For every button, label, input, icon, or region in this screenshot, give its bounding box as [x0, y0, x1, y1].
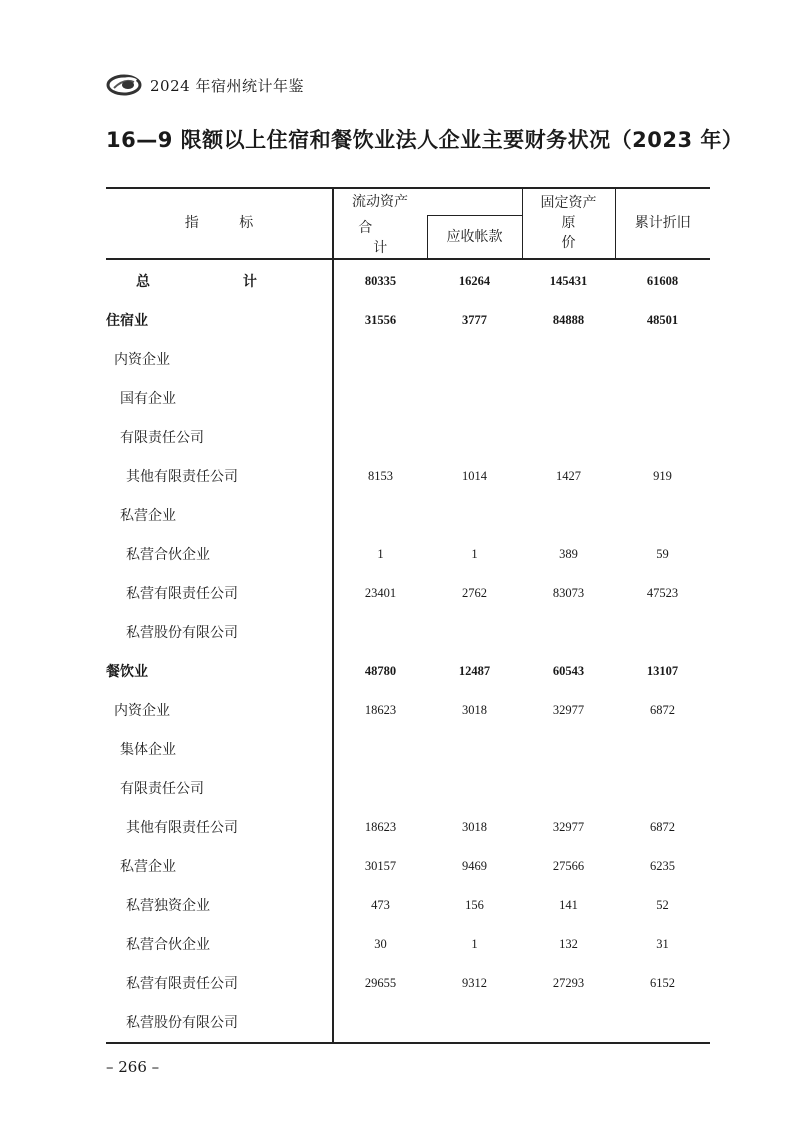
cell-receivables: 9469 — [462, 858, 487, 873]
cell-receivables — [427, 496, 522, 535]
cell-current-assets — [333, 730, 427, 769]
cell-fixed-assets: 83073 — [552, 585, 585, 600]
table-row — [106, 769, 710, 808]
table-row — [106, 496, 710, 535]
cell-current-assets: 8153 — [333, 457, 427, 496]
cell-current-assets: 31556 — [333, 301, 427, 340]
cell-fixed-assets: 32977 — [552, 702, 585, 717]
header-fixed-assets: 固定资产 原 价 — [522, 188, 615, 259]
cell-receivables: 3018 — [462, 702, 487, 717]
table-row — [106, 613, 710, 652]
cell-depreciation: 6872 — [650, 819, 675, 834]
cell-fixed-assets: 27293 — [552, 975, 585, 990]
page-number: – 266 – — [106, 1058, 160, 1076]
row-label: 私营企业 — [120, 508, 176, 524]
table-row — [106, 1003, 710, 1043]
cell-receivables: 3018 — [462, 819, 487, 834]
cell-depreciation: 919 — [653, 468, 672, 483]
cell-receivables: 12487 — [458, 663, 491, 678]
table-row — [106, 259, 710, 301]
cell-receivables: 16264 — [458, 273, 491, 288]
financial-table — [106, 187, 710, 1044]
table-row — [106, 340, 710, 379]
table-row — [106, 925, 710, 964]
cell-receivables: 1014 — [462, 468, 487, 483]
header-current-assets-line2: 合 计 — [333, 216, 427, 259]
cell-receivables: 2762 — [462, 585, 487, 600]
cell-depreciation — [615, 1003, 710, 1043]
cell-fixed-assets — [522, 613, 615, 652]
cell-fixed-assets: 389 — [559, 546, 578, 561]
cell-receivables: 1 — [471, 936, 478, 951]
table-row — [106, 418, 710, 457]
cell-current-assets: 30157 — [333, 847, 427, 886]
cell-depreciation: 6152 — [650, 975, 675, 990]
cell-depreciation: 6235 — [650, 858, 675, 873]
cell-current-assets — [333, 769, 427, 808]
cell-depreciation — [615, 379, 710, 418]
cell-receivables — [427, 418, 522, 457]
cell-depreciation — [615, 769, 710, 808]
row-label: 国有企业 — [120, 391, 176, 407]
cell-receivables: 1 — [471, 546, 478, 561]
cell-current-assets: 473 — [333, 886, 427, 925]
cell-current-assets: 18623 — [333, 808, 427, 847]
cell-current-assets — [333, 613, 427, 652]
running-title: 2024 年宿州统计年鉴 — [150, 76, 304, 95]
row-label: 集体企业 — [120, 742, 176, 758]
cell-fixed-assets — [522, 340, 615, 379]
cell-depreciation — [615, 613, 710, 652]
cell-receivables — [427, 1003, 522, 1043]
cell-depreciation — [615, 730, 710, 769]
row-label: 其他有限责任公司 — [126, 469, 238, 485]
row-label: 有限责任公司 — [120, 781, 204, 797]
cell-depreciation: 61608 — [646, 273, 679, 288]
table-row — [106, 379, 710, 418]
cell-receivables: 9312 — [462, 975, 487, 990]
cell-current-assets: 30 — [333, 925, 427, 964]
cell-fixed-assets: 1427 — [556, 468, 581, 483]
row-label: 私营企业 — [120, 859, 176, 875]
row-label: 内资企业 — [114, 352, 170, 368]
cell-depreciation — [615, 418, 710, 457]
table-row — [106, 535, 710, 574]
cell-depreciation: 52 — [656, 897, 669, 912]
row-label: 内资企业 — [114, 703, 170, 719]
cell-fixed-assets: 84888 — [552, 312, 585, 327]
table-row — [106, 691, 710, 730]
header-indicator: 指 标 — [184, 215, 272, 232]
cell-fixed-assets: 32977 — [552, 819, 585, 834]
cell-current-assets — [333, 379, 427, 418]
cell-current-assets — [333, 418, 427, 457]
cell-receivables — [427, 379, 522, 418]
cell-current-assets: 18623 — [333, 691, 427, 730]
table-row — [106, 652, 710, 691]
yearbook-logo-icon — [106, 73, 142, 97]
table-row — [106, 964, 710, 1003]
row-label: 私营有限责任公司 — [126, 586, 238, 602]
cell-fixed-assets — [522, 730, 615, 769]
cell-fixed-assets — [522, 769, 615, 808]
header-current-assets-line1: 流动资产 — [333, 188, 522, 216]
cell-depreciation — [615, 340, 710, 379]
table-row — [106, 457, 710, 496]
cell-fixed-assets: 27566 — [552, 858, 585, 873]
table-row — [106, 301, 710, 340]
cell-depreciation: 59 — [656, 546, 669, 561]
cell-depreciation: 6872 — [650, 702, 675, 717]
cell-fixed-assets — [522, 496, 615, 535]
cell-fixed-assets: 60543 — [552, 663, 585, 678]
cell-fixed-assets — [522, 418, 615, 457]
cell-current-assets: 29655 — [333, 964, 427, 1003]
cell-fixed-assets: 145431 — [549, 273, 588, 288]
cell-depreciation: 31 — [656, 936, 669, 951]
cell-receivables — [427, 340, 522, 379]
cell-fixed-assets — [522, 1003, 615, 1043]
cell-receivables — [427, 613, 522, 652]
row-label: 住宿业 — [106, 313, 148, 329]
row-label: 私营有限责任公司 — [126, 976, 238, 992]
row-label: 私营合伙企业 — [126, 937, 210, 953]
row-label: 餐饮业 — [106, 664, 148, 680]
table-row — [106, 886, 710, 925]
row-label: 其他有限责任公司 — [126, 820, 238, 836]
cell-current-assets — [333, 1003, 427, 1043]
table-row — [106, 730, 710, 769]
cell-receivables: 156 — [465, 897, 484, 912]
cell-receivables — [427, 769, 522, 808]
cell-current-assets: 23401 — [333, 574, 427, 613]
row-label: 总 计 — [136, 274, 301, 290]
row-label: 私营独资企业 — [126, 898, 210, 914]
cell-fixed-assets — [522, 379, 615, 418]
cell-fixed-assets: 141 — [559, 897, 578, 912]
cell-current-assets: 80335 — [333, 259, 427, 301]
header-depreciation: 累计折旧 — [615, 188, 710, 259]
table-row — [106, 847, 710, 886]
cell-depreciation — [615, 496, 710, 535]
cell-current-assets: 1 — [333, 535, 427, 574]
row-label: 私营股份有限公司 — [126, 625, 238, 641]
cell-current-assets: 48780 — [333, 652, 427, 691]
table-row — [106, 574, 710, 613]
cell-depreciation: 47523 — [646, 585, 679, 600]
cell-depreciation: 13107 — [646, 663, 679, 678]
row-label: 私营股份有限公司 — [106, 1003, 333, 1043]
table-title: 16—9 限额以上住宿和餐饮业法人企业主要财务状况（2023 年） — [106, 128, 744, 152]
cell-fixed-assets: 132 — [559, 936, 578, 951]
cell-current-assets — [333, 340, 427, 379]
cell-current-assets — [333, 496, 427, 535]
row-label: 有限责任公司 — [120, 430, 204, 446]
row-label: 私营合伙企业 — [126, 547, 210, 563]
running-head — [106, 70, 304, 100]
header-receivables: 应收帐款 — [427, 216, 522, 259]
cell-receivables: 3777 — [462, 312, 487, 327]
cell-receivables — [427, 730, 522, 769]
table-row — [106, 808, 710, 847]
cell-depreciation: 48501 — [646, 312, 679, 327]
